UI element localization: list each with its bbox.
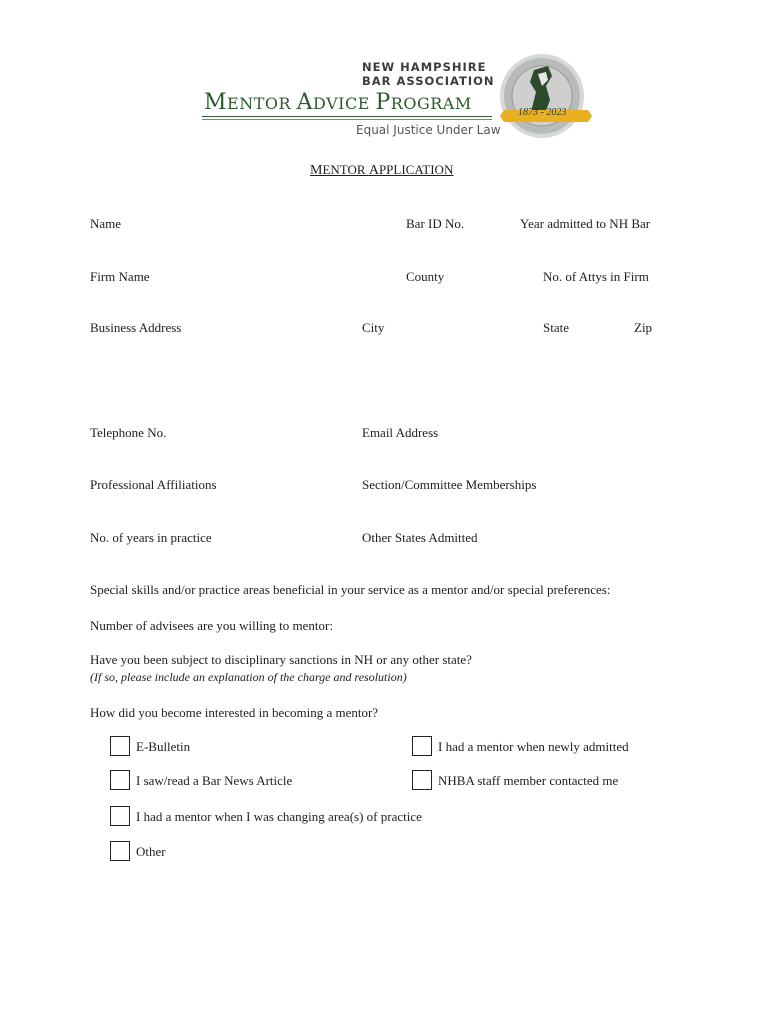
firm-name-label: Firm Name [90, 269, 150, 284]
special-skills-question: Special skills and/or practice areas beneficial in your service as a mentor and/or special preferences: [90, 582, 611, 597]
interest-question: How did you become interested in becoming a mentor? [90, 705, 379, 720]
header-rule-bottom [202, 119, 492, 120]
state-label: State [543, 320, 569, 335]
attys-in-firm-label: No. of Attys in Firm [543, 269, 649, 284]
email-label: Email Address [362, 425, 439, 440]
year-admitted-label: Year admitted to NH Bar [520, 216, 651, 231]
staff-checkbox[interactable] [412, 770, 432, 790]
mentor-new-label: I had a mentor when newly admitted [438, 739, 629, 754]
tagline: Equal Justice Under Law [356, 123, 501, 137]
changing-area-checkbox[interactable] [110, 806, 130, 826]
bar-association-seal-logo [496, 52, 592, 140]
disciplinary-question: Have you been subject to disciplinary sanctions in NH or any other state? [90, 652, 472, 667]
bar-news-label: I saw/read a Bar News Article [136, 773, 293, 788]
changing-area-label: I had a mentor when I was changing area(s) of practice [136, 809, 422, 824]
section-memberships-label: Section/Committee Memberships [362, 477, 537, 492]
other-checkbox[interactable] [110, 841, 130, 861]
mentor-new-checkbox[interactable] [412, 736, 432, 756]
num-advisees-question: Number of advisees are you willing to mentor: [90, 618, 333, 633]
other-states-label: Other States Admitted [362, 530, 478, 545]
ebulletin-label: E-Bulletin [136, 739, 191, 754]
header-rule-top [202, 116, 492, 117]
county-label: County [406, 269, 445, 284]
bar-id-label: Bar ID No. [406, 216, 465, 231]
zip-label: Zip [634, 320, 653, 335]
city-label: City [362, 320, 385, 335]
other-label: Other [136, 844, 166, 859]
ebulletin-checkbox[interactable] [110, 736, 130, 756]
seal-years: 1873 - 2023 [518, 107, 567, 118]
program-name: MENTOR ADVICE PROGRAM [204, 90, 472, 115]
affiliations-label: Professional Affiliations [90, 477, 217, 492]
bar-news-checkbox[interactable] [110, 770, 130, 790]
page-title: MENTOR APPLICATION [310, 162, 454, 178]
staff-label: NHBA staff member contacted me [438, 773, 619, 788]
name-label: Name [90, 216, 122, 231]
disciplinary-note: (If so, please include an explanation of the charge and resolution) [90, 670, 407, 684]
org-name-line2: BAR ASSOCIATION [362, 74, 495, 88]
org-name-line1: NEW HAMPSHIRE [362, 60, 487, 74]
years-in-practice-label: No. of years in practice [90, 530, 212, 545]
business-address-label: Business Address [90, 320, 182, 335]
telephone-label: Telephone No. [90, 425, 167, 440]
